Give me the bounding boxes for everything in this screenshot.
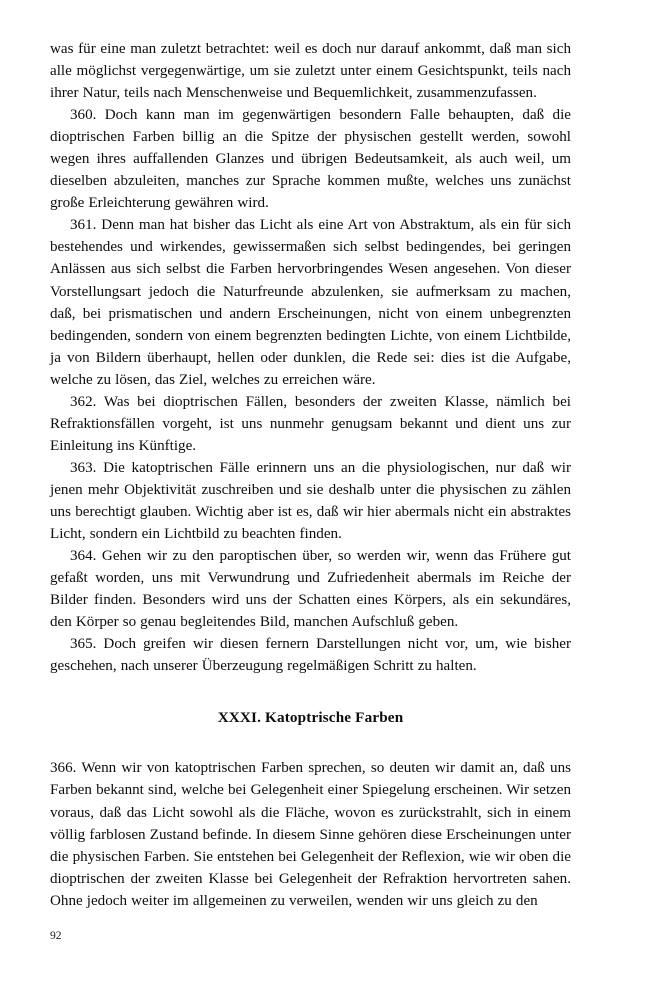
paragraph-360: 360. Doch kann man im gegenwärtigen besondern Falle behaupten, daß die dioptrischen Farben billig an die Spitze der physischen gestellt werden, sowohl wegen ihres auffallenden Glanzes und übrigen Bedeutsamkeit, als auch weil, um dieselben abzuleiten, manches zur Sprache kommen mußte, welches uns zunächst große Erleichterung gewähren wird. — [50, 107, 571, 212]
body-text-block — [50, 38, 571, 912]
heading-spacer-above — [50, 677, 571, 707]
paragraph-363: 363. Die katoptrischen Fälle erinnern uns an die physiologischen, nur daß wir jenen mehr Objektivität zuschreiben und sie deshalb unter die physischen zu zählen uns berechtigt glauben. Wichtig aber ist es, daß wir hier abermals nicht ein abstraktes Licht, sondern ein Lichtbild zu beachten finden. — [50, 459, 571, 543]
paragraph-364: 364. Gehen wir zu den paroptischen über, so werden wir, wenn das Frühere gut gefaßt worden, uns mit Verwundrung und Zufriedenheit abermals im Reiche der Bilder finden. Besonders wird uns der Schatten eines Körpers, als ein sekundäres, den Körper so genau begleitendes Bild, manchen Aufschluß geben. — [50, 548, 571, 631]
paragraph-362: 362. Was bei dioptrischen Fällen, besonders der zweiten Klasse, nämlich bei Refraktionsfällen vorgeht, ist uns nunmehr genugsam bekannt und dient uns zur Einleitung ins Künftige. — [50, 393, 571, 454]
paragraph-361: 361. Denn man hat bisher das Licht als eine Art von Abstraktum, als ein für sich bestehendes und wirkendes, gewissermaßen sich selbst bedingendes, bei geringen Anlässen aus sich selbst die Farben hervorbringendes Wesen angesehen. Von dieser Vorstellungsart jedoch die Naturfreunde abzulenken, sie aufmerksam zu machen, daß, bei prismatischen und andern Erscheinungen, nicht von einem unbegrenzten bedingenden, sondern von einem begrenzten bedingten Lichte, von einem Lichtbilde, ja von Bildern überhaupt, hellen oder dunklen, die Rede sei: dies ist die Aufgabe, welche zu lösen, das Ziel, welches zu erreichen wäre. — [50, 217, 571, 388]
page-number: 92 — [50, 929, 62, 942]
paragraph-continuation: was für eine man zuletzt betrachtet: weil es doch nur darauf ankommt, daß man sich alle möglichst vergegenwärtige, um sie zuletzt unter einem Gesichtspunkt, teils nach ihrer Natur, teils nach Menschenweise und Bequemlichkeit, zusammenzufassen. — [50, 41, 571, 102]
section-heading: XXXI. Katoptrische Farben — [217, 709, 404, 727]
paragraph-366: 366. Wenn wir von katoptrischen Farben sprechen, so deuten wir damit an, daß uns Farben bekannt sind, welche bei Gelegenheit einer Spiegelung erscheinen. Wir setzen voraus, daß das Licht sowohl als die Fläche, wovon es zurückstrahlt, sich in einem völlig farblosen Zustand befinde. In diesem Sinne gehören diese Erscheinungen unter die physischen Farben. Sie entstehen bei Gelegenheit der Reflexion, wie wir oben die dioptrischen der zweiten Klasse bei Gelegenheit der Refraktion hervortreten sahen. Ohne jedoch weiter im allgemeinen zu verweilen, wenden wir uns gleich zu den — [50, 760, 571, 909]
heading-spacer-below — [50, 729, 571, 757]
paragraph-365: 365. Doch greifen wir diesen fernern Darstellungen nicht vor, um, wie bisher geschehen, nach unserer Überzeugung regelmäßigen Schritt zu halten. — [50, 636, 571, 675]
